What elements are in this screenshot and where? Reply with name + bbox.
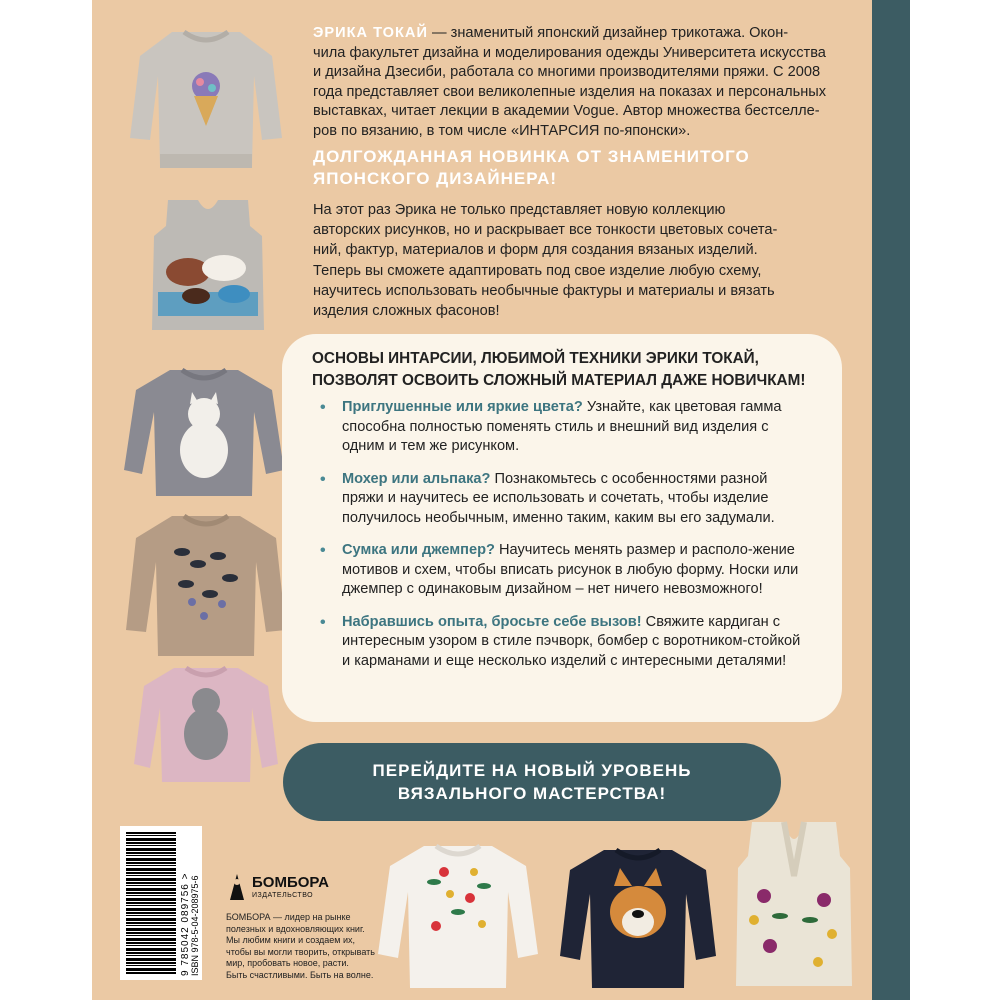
cta-banner [283,743,781,821]
bio-line-4: года представляет свои великолепные изделия на показах и персональных [313,83,827,100]
panel-heading-line-2: ПОЗВОЛЯТ ОСВОИТЬ СЛОЖНЫЙ МАТЕРИАЛ ДАЖЕ НОВИЧКАМ! [312,372,806,389]
bullet-dot: • [320,542,326,559]
bio-line-1: — знаменитый японский дизайнер трикотажа. Окон- [432,25,789,41]
intro-line-2: авторских рисунков, но и раскрывает все тонкости цветовых сочета- [313,222,778,239]
feature-item-challenge [320,613,812,672]
publisher-logo-sub: ИЗДАТЕЛЬСТВО [252,892,314,899]
barcode-digits: 9 785042 089756 > [180,872,191,976]
cta-line-2: ВЯЗАЛЬНОГО МАСТЕРСТВА! [397,784,667,803]
bio-line-5: выставках, читает лекции в академии Vogue. Автор множества бестселле- [313,103,820,119]
barcode-bars [126,832,176,974]
feature-text: Узнайте, как цветовая гамма способна полностью поменять стиль и внешний вид изделия с одним и тем же рисунком. [342,399,782,454]
sweater-icecream-image [122,26,290,176]
blurb-line-2: полезных и вдохновляющих книг. [226,923,365,934]
bullet-dot: • [320,399,326,416]
feature-lead: Приглушенные или яркие цвета? [342,399,583,415]
publisher-blurb [226,912,376,981]
barcode [120,826,202,980]
headline-line-2: ЯПОНСКОГО ДИЗАЙНЕРА! [313,169,558,188]
isbn-label: ISBN 978-5-04-208975-6 [190,875,200,976]
sweater-navy-dog-image [556,846,720,992]
blurb-line-5: мир, пробовать новое, расти. [226,958,349,968]
feature-item-yarn [320,470,812,529]
feature-lead: Мохер или альпака? [342,470,491,487]
feature-lead: Сумка или джемпер? [342,542,495,558]
intro-line-4: Теперь вы сможете адаптировать под свое изделие любую схему, [313,262,762,279]
intro-line-1: На этот раз Эрика не только представляет новую коллекцию [313,202,726,218]
headline [313,146,793,190]
blurb-line-1: БОМБОРА — лидер на рынке [226,912,351,922]
intro-line-3: ний, фактур, материалов и форм для создания вязаных изделий. [313,242,758,259]
headline-line-1: ДОЛГОЖДАННАЯ НОВИНКА ОТ ЗНАМЕНИТОГО [313,147,750,166]
sweater-white-cat-image [120,366,288,502]
spine-strip [872,0,910,1000]
feature-text: Познакомьтесь с особенностями разной пряжи и научитесь ее использовать и сочетать, чтобы изделие получилось необычным, именно таким, каким вы его задумали. [342,470,775,526]
bio-line-2: чила факультет дизайна и моделирования одежды Университета искусства [313,44,826,61]
sweater-vest-birds-image [138,196,278,336]
panel-heading [312,348,832,392]
sweater-leaves-image [122,512,290,662]
bio-line-6: ров по вязанию, в том числе «ИНТАРСИЯ по-японски». [313,122,691,139]
features-panel [282,334,842,722]
intro-line-6: изделия сложных фасонов! [313,303,500,320]
feature-text: Свяжите кардиган с интересным узором в стиле пэчворк, бомбер с воротником-стойкой и карманами и еще несколько изделий с интересными деталями! [342,613,801,669]
cta-line-1: ПЕРЕЙДИТЕ НА НОВЫЙ УРОВЕНЬ [372,761,692,780]
blurb-line-6: Быть счастливыми. Быть на волне. [226,969,374,980]
feature-item-colors [320,398,812,457]
intro-line-5: научитесь использовать необычные фактуры и материалы и вязать [313,282,775,299]
author-bio [313,24,853,141]
publisher-logo-text: БОМБОРА [252,874,329,891]
author-name: ЭРИКА ТОКАЙ [313,25,428,41]
intro-paragraph [313,200,853,321]
vest-cream-flowers-image [724,816,864,994]
bullet-dot: • [320,613,326,631]
sweater-white-embroidered-image [374,842,542,992]
bullet-dot: • [320,470,326,488]
feature-item-size [320,541,812,600]
bio-line-3: и дизайна Дзесиби, работала со многими производителями пряжи. С 2008 [313,64,821,80]
blurb-line-4: чтобы вы могли творить, открывать [226,946,375,957]
feature-lead: Набравшись опыта, бросьте себе вызов! [342,613,642,630]
sweater-pink-cat-image [128,664,284,788]
blurb-line-3: Мы любим книги и создаем их, [226,935,356,945]
feature-text: Научитесь менять размер и располо-жение мотивов и схем, чтобы вписать рисунок в любую форму. Носки или джемпер с одинаковым дизайном – нет ничего невозможного! [342,542,799,597]
feature-list [320,398,812,684]
panel-heading-line-1: ОСНОВЫ ИНТАРСИИ, ЛЮБИМОЙ ТЕХНИКИ ЭРИКИ ТОКАЙ, [312,350,759,367]
bombora-logo-icon [226,870,248,904]
publisher-logo [226,870,356,910]
